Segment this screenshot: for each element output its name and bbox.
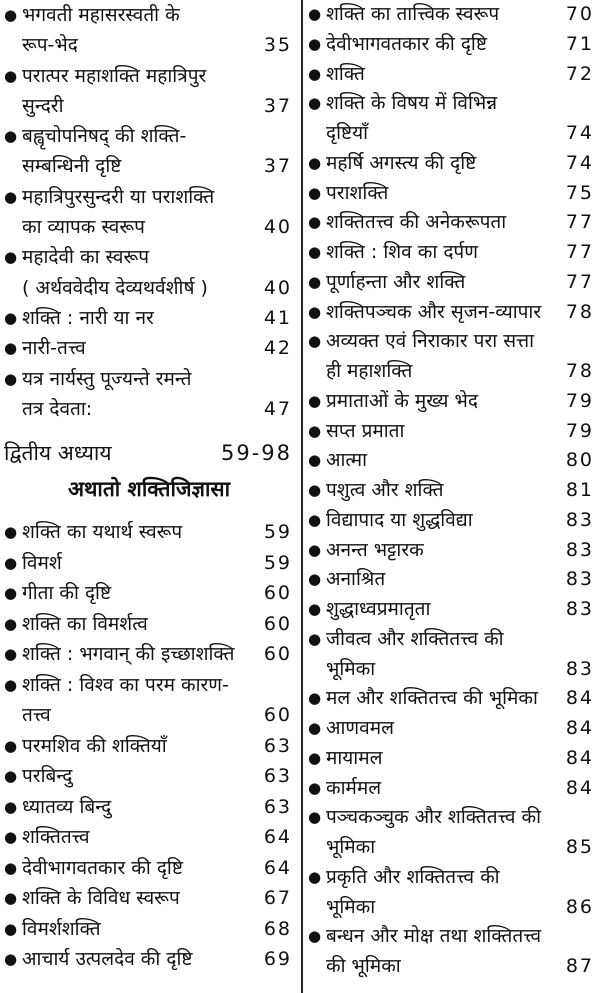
- toc-page-number: 78: [565, 300, 594, 323]
- bullet-icon: ●: [308, 570, 322, 589]
- toc-entry-line: [304, 357, 600, 387]
- chapter-title: द्वितीय अध्याय: [4, 441, 112, 466]
- bullet-icon: ●: [308, 689, 322, 708]
- toc-entry-line: [304, 595, 600, 625]
- bullet-icon: ●: [4, 553, 18, 572]
- toc-entry-line: [0, 182, 298, 212]
- toc-entry-title: ध्यातव्य बिन्दु: [22, 795, 112, 818]
- toc-entry-title: नारी-तत्त्व: [22, 337, 86, 360]
- bullet-icon: ●: [308, 94, 322, 113]
- toc-entry: [304, 268, 600, 298]
- toc-entry: [304, 565, 600, 595]
- toc-entry-title: विमर्श: [22, 551, 62, 574]
- toc-entry-line: [304, 268, 600, 298]
- toc-entry: [304, 298, 600, 328]
- bullet-icon: ●: [4, 308, 18, 327]
- toc-page-number: 83: [565, 508, 594, 531]
- toc-page-number: 70: [565, 3, 594, 25]
- toc-page-number: 87: [565, 955, 594, 977]
- toc-entry: [0, 182, 298, 243]
- bullet-icon: ●: [4, 369, 18, 388]
- bullet-icon: ●: [4, 6, 18, 24]
- toc-entry-line: [0, 61, 298, 91]
- toc-entry: [304, 625, 600, 685]
- toc-entry-line: [304, 179, 600, 209]
- toc-entry-title: शक्ति के विविध स्वरूप: [22, 887, 180, 910]
- toc-entry-line: [304, 298, 600, 328]
- toc-entry: [304, 774, 600, 804]
- toc-entry-line: [304, 714, 600, 744]
- bullet-icon: ●: [4, 828, 18, 847]
- toc-entry: [304, 387, 600, 417]
- toc-entry-line: [304, 506, 600, 536]
- toc-entry-title: पशुत्व और शक्ति: [326, 479, 444, 501]
- toc-entry: [0, 517, 298, 548]
- column-divider: [301, 0, 303, 993]
- toc-entry-line: [304, 536, 600, 566]
- toc-entry-line: [0, 121, 298, 151]
- toc-page-number: 59: [263, 521, 292, 544]
- toc-entry: [304, 417, 600, 447]
- toc-entry-title: बन्धन और मोक्ष तथा शक्तितत्त्व: [326, 925, 542, 948]
- toc-page-number: 40: [263, 276, 292, 299]
- toc-entry: [304, 60, 600, 90]
- toc-entry-title: दृष्टियाँ: [326, 122, 369, 144]
- toc-entry: [304, 714, 600, 744]
- toc-page-number: 83: [565, 657, 594, 680]
- bullet-icon: ●: [308, 719, 322, 737]
- toc-entry-title: महर्षि अगस्त्य की दृष्टि: [326, 151, 477, 174]
- right-column: [304, 0, 600, 982]
- toc-page-number: 74: [565, 122, 594, 144]
- bullet-icon: ●: [308, 748, 322, 767]
- toc-page-number: 37: [263, 94, 292, 117]
- toc-page-number: 84: [565, 746, 594, 769]
- bullet-icon: ●: [4, 614, 18, 633]
- toc-entry-line: [0, 333, 298, 363]
- toc-entry-title: शक्ति : शिव का दर्पण: [326, 241, 478, 263]
- toc-entry-title: तत्त्व: [22, 704, 51, 727]
- toc-entry-line: [304, 803, 600, 833]
- toc-entry-title: कार्ममल: [326, 776, 382, 799]
- bullet-icon: ●: [308, 243, 322, 261]
- bullet-icon: ●: [4, 66, 18, 85]
- toc-entry: [304, 89, 600, 149]
- toc-entry-title: विमर्शशक्ति: [22, 917, 101, 940]
- toc-entry-line: [304, 684, 600, 714]
- bullet-icon: ●: [308, 302, 322, 321]
- bullet-icon: ●: [4, 858, 18, 877]
- bullet-icon: ●: [308, 64, 322, 83]
- toc-page-number: 79: [565, 389, 594, 412]
- bullet-icon: ●: [308, 629, 322, 648]
- toc-entry-title: आचार्य उत्पलदेव की दृष्टि: [22, 948, 193, 971]
- toc-entry: [304, 536, 600, 566]
- toc-entry: [304, 208, 600, 238]
- toc-entry-line: [0, 761, 298, 792]
- toc-entry: [0, 639, 298, 670]
- toc-entry-title: पूर्णाहन्ता और शक्ति: [326, 270, 466, 293]
- toc-page-number: 83: [565, 568, 594, 591]
- toc-entry: [304, 327, 600, 387]
- toc-entry: [304, 744, 600, 774]
- chapter-subtitle: अथातो शक्तिजिज्ञासा: [67, 477, 231, 502]
- bullet-icon: ●: [308, 5, 322, 23]
- toc-entry-title: शुद्धाध्वप्रमातृता: [326, 598, 431, 620]
- left-column: [0, 0, 298, 975]
- bullet-icon: ●: [308, 927, 322, 946]
- toc-entry-line: [304, 893, 600, 923]
- bullet-icon: ●: [4, 736, 18, 755]
- toc-entry-line: [0, 639, 298, 670]
- toc-entry-line: [304, 476, 600, 506]
- toc-entry: [0, 883, 298, 914]
- toc-entry: [0, 578, 298, 609]
- toc-page-number: 67: [263, 887, 292, 910]
- toc-entry: [304, 803, 600, 863]
- toc-entry-title: शक्तिपञ्चक और सृजन-व्यापार: [326, 300, 542, 323]
- toc-entry-title: भूमिका: [326, 895, 376, 918]
- toc-entry-title: शक्ति के विषय में विभिन्न: [326, 92, 498, 115]
- toc-entry-title: मल और शक्तितत्त्व की भूमिका: [326, 687, 538, 710]
- toc-entry-title: शक्ति का यथार्थ स्वरूप: [22, 521, 183, 544]
- toc-entry-line: [0, 670, 298, 701]
- toc-list-first-chapter-end: [0, 0, 298, 424]
- toc-entry-line: [0, 609, 298, 640]
- toc-page-number: 68: [263, 917, 292, 940]
- toc-page-number: 35: [263, 34, 292, 57]
- toc-entry-line: [0, 792, 298, 823]
- toc-entry-title: शक्ति: [326, 62, 365, 85]
- bullet-icon: ●: [308, 391, 322, 410]
- toc-entry-title: शक्तितत्त्व की अनेकरूपता: [326, 211, 507, 234]
- toc-entry: [0, 548, 298, 579]
- toc-entry: [0, 121, 298, 182]
- toc-page-number: 75: [565, 181, 594, 204]
- toc-page-number: 42: [263, 337, 292, 360]
- toc-entry: [304, 179, 600, 209]
- toc-page-number: 81: [565, 479, 594, 501]
- bullet-icon: ●: [308, 540, 322, 559]
- toc-page-number: 47: [263, 397, 292, 420]
- chapter-page-range: 59-98: [220, 441, 292, 466]
- toc-page-number: 85: [565, 836, 594, 858]
- toc-entry: [0, 853, 298, 884]
- toc-entry: [0, 792, 298, 823]
- toc-entry-title: देवीभागवतकार की दृष्टि: [22, 856, 183, 879]
- bullet-icon: ●: [308, 332, 322, 351]
- toc-page-number: 63: [263, 765, 292, 788]
- toc-entry-title: तत्र देवता:: [22, 397, 93, 420]
- toc-entry-title: शक्तितत्त्व: [22, 826, 90, 849]
- toc-entry-line: [304, 952, 600, 982]
- toc-entry-line: [304, 60, 600, 90]
- toc-entry-title: रूप-भेद: [22, 34, 78, 57]
- toc-entry-title: भगवती महासरस्वती के: [22, 4, 180, 26]
- bullet-icon: ●: [308, 867, 322, 886]
- toc-entry-line: [304, 327, 600, 357]
- toc-entry-line: [0, 212, 298, 242]
- toc-entry-line: [304, 30, 600, 60]
- toc-entry-line: [304, 744, 600, 774]
- toc-entry-line: [0, 883, 298, 914]
- bullet-icon: ●: [308, 600, 322, 618]
- toc-page-number: 37: [263, 155, 292, 178]
- toc-entry-title: प्रकृति और शक्तितत्त्व की: [326, 865, 500, 888]
- toc-entry-line: [304, 238, 600, 268]
- toc-entry-title: आणवमल: [326, 717, 394, 739]
- bullet-icon: ●: [4, 889, 18, 908]
- toc-entry: [0, 944, 298, 975]
- toc-entry: [0, 761, 298, 792]
- toc-page-number: 80: [565, 449, 594, 472]
- bullet-icon: ●: [4, 767, 18, 786]
- toc-entry-line: [0, 273, 298, 303]
- toc-entry-title: परात्पर महाशक्ति महात्रिपुर: [22, 64, 207, 87]
- toc-entry-line: [304, 417, 600, 447]
- toc-entry-line: [0, 91, 298, 121]
- toc-entry-line: [304, 625, 600, 655]
- bullet-icon: ●: [4, 523, 18, 542]
- bullet-icon: ●: [308, 272, 322, 291]
- bullet-icon: ●: [4, 797, 18, 816]
- bullet-icon: ●: [308, 481, 322, 499]
- bullet-icon: ●: [4, 950, 18, 969]
- toc-page-number: 77: [565, 241, 594, 263]
- toc-entry-line: [0, 731, 298, 762]
- toc-entry-title: शक्ति का विमर्शत्व: [22, 612, 148, 635]
- toc-entry-line: [304, 833, 600, 863]
- toc-page-number: 86: [565, 895, 594, 918]
- toc-entry-line: [0, 0, 298, 30]
- toc-page-number: 69: [263, 948, 292, 971]
- bullet-icon: ●: [308, 451, 322, 470]
- bullet-icon: ●: [4, 919, 18, 938]
- toc-entry-title: पञ्चकञ्चुक और शक्तितत्त्व की: [326, 806, 542, 829]
- toc-entry: [304, 506, 600, 536]
- toc-entry-title: विद्यापाद या शुद्धविद्या: [326, 508, 473, 531]
- toc-entry-title: परबिन्दु: [22, 765, 73, 788]
- toc-page-number: 59: [263, 551, 292, 574]
- toc-entry-line: [304, 149, 600, 179]
- toc-page-number: 60: [263, 643, 292, 666]
- toc-entry: [0, 333, 298, 363]
- bullet-icon: ●: [4, 584, 18, 603]
- bullet-icon: ●: [308, 183, 322, 202]
- toc-page-number: 41: [263, 306, 292, 329]
- toc-entry: [304, 238, 600, 268]
- toc-page-number: 77: [565, 270, 594, 293]
- toc-entry-title: आत्मा: [326, 449, 368, 472]
- toc-entry-line: [304, 446, 600, 476]
- chapter-heading: [0, 436, 298, 470]
- toc-entry-line: [0, 853, 298, 884]
- toc-entry-line: [0, 578, 298, 609]
- toc-entry-title: यत्र नार्यस्तु पूज्यन्ते रमन्ते: [22, 367, 192, 390]
- toc-entry: [304, 0, 600, 30]
- bullet-icon: ●: [4, 187, 18, 206]
- toc-page-number: 83: [565, 598, 594, 620]
- toc-entry-line: [304, 565, 600, 595]
- toc-entry: [304, 684, 600, 714]
- toc-entry-title: शक्ति : भगवान् की इच्छाशक्ति: [22, 643, 235, 666]
- toc-entry-line: [304, 387, 600, 417]
- toc-entry-title: सुन्दरी: [22, 94, 64, 117]
- toc-entry: [304, 922, 600, 982]
- toc-entry-title: भूमिका: [326, 836, 376, 858]
- toc-entry-line: [0, 364, 298, 394]
- toc-entry-line: [304, 863, 600, 893]
- bullet-icon: ●: [4, 645, 18, 664]
- toc-page-number: 40: [263, 216, 292, 239]
- toc-entry-title: पराशक्ति: [326, 181, 389, 204]
- toc-entry: [304, 476, 600, 506]
- toc-page-number: 60: [263, 612, 292, 635]
- toc-entry-line: [304, 119, 600, 149]
- toc-entry-line: [304, 208, 600, 238]
- toc-entry-line: [0, 517, 298, 548]
- toc-page-number: 63: [263, 795, 292, 818]
- toc-entry-title: भूमिका: [326, 657, 376, 680]
- toc-entry-line: [0, 394, 298, 424]
- toc-entry: [0, 670, 298, 731]
- toc-entry-title: सम्बन्धिनी दृष्टि: [22, 155, 122, 178]
- toc-entry: [0, 364, 298, 425]
- bullet-icon: ●: [308, 778, 322, 797]
- toc-entry-title: अव्यक्त एवं निराकार परा सत्ता: [326, 330, 535, 353]
- toc-entry: [304, 149, 600, 179]
- toc-page-number: 72: [565, 62, 594, 85]
- toc-entry: [0, 61, 298, 122]
- toc-page-number: 83: [565, 538, 594, 561]
- toc-page-number: 60: [263, 704, 292, 727]
- bullet-icon: ●: [308, 34, 322, 53]
- toc-entry: [0, 914, 298, 945]
- toc-entry-line: [0, 303, 298, 333]
- toc-entry-title: की भूमिका: [326, 955, 401, 977]
- toc-entry-title: अनन्त भट्टारक: [326, 538, 424, 561]
- bullet-icon: ●: [308, 421, 322, 440]
- toc-entry-line: [0, 242, 298, 272]
- toc-page-number: 79: [565, 419, 594, 442]
- toc-entry-title: मायामल: [326, 746, 383, 769]
- toc-list-second-chapter: [0, 517, 298, 975]
- toc-entry-title: देवीभागवतकार की दृष्टि: [326, 32, 487, 55]
- toc-entry-title: शक्ति : नारी या नर: [22, 306, 154, 329]
- toc-page-number: 60: [263, 582, 292, 605]
- toc-entry-line: [304, 922, 600, 952]
- bullet-icon: ●: [4, 339, 18, 358]
- toc-entry-title: बह्वृचोपनिषद् की शक्ति-: [22, 125, 187, 148]
- toc-entry: [0, 303, 298, 333]
- toc-entry-title: सप्त प्रमाता: [326, 419, 405, 442]
- toc-page-number: 71: [565, 32, 594, 55]
- bullet-icon: ●: [308, 153, 322, 172]
- toc-entry-line: [0, 30, 298, 60]
- toc-entry: [0, 242, 298, 303]
- toc-entry-line: [0, 822, 298, 853]
- toc-page-number: 84: [565, 717, 594, 739]
- toc-entry-title: ही महाशक्ति: [326, 360, 413, 382]
- toc-entry-line: [0, 944, 298, 975]
- toc-entry-line: [304, 655, 600, 685]
- toc-entry: [304, 595, 600, 625]
- toc-entry-title: प्रमाताओं के मुख्य भेद: [326, 389, 478, 412]
- toc-entry-title: महात्रिपुरसुन्दरी या पराशक्ति: [22, 185, 215, 208]
- bullet-icon: ●: [4, 248, 18, 267]
- bullet-icon: ●: [4, 127, 18, 146]
- toc-entry-line: [0, 151, 298, 181]
- toc-entry: [0, 0, 298, 61]
- toc-entry-title: का व्यापक स्वरूप: [22, 216, 145, 239]
- toc-page-number: 64: [263, 826, 292, 849]
- toc-page-number: 78: [565, 360, 594, 382]
- toc-page-number: 64: [263, 856, 292, 879]
- toc-entry-title: जीवत्व और शक्तितत्त्व की: [326, 627, 504, 650]
- toc-entry-line: [304, 0, 600, 30]
- toc-entry-title: परमशिव की शक्तियाँ: [22, 734, 167, 757]
- toc-page-number: 84: [565, 776, 594, 799]
- toc-page-number: 74: [565, 151, 594, 174]
- toc-entry-line: [304, 774, 600, 804]
- bullet-icon: ●: [308, 510, 322, 529]
- toc-entry-title: शक्ति : विश्व का परम कारण-: [22, 673, 229, 696]
- toc-page-number: 84: [565, 687, 594, 710]
- toc-entry-title: गीता की दृष्टि: [22, 582, 112, 605]
- toc-entry-line: [0, 548, 298, 579]
- toc-entry: [304, 446, 600, 476]
- bullet-icon: ●: [4, 675, 18, 694]
- toc-entry-title: शक्ति का तात्त्विक स्वरूप: [326, 3, 500, 25]
- toc-entry-line: [0, 914, 298, 945]
- toc-entry: [304, 30, 600, 60]
- toc-entry: [0, 609, 298, 640]
- bullet-icon: ●: [308, 213, 322, 232]
- bullet-icon: ●: [308, 808, 322, 827]
- toc-entry-line: [0, 700, 298, 731]
- toc-page-number: 77: [565, 211, 594, 234]
- toc-entry: [304, 863, 600, 923]
- toc-page-number: 63: [263, 734, 292, 757]
- toc-entry-line: [304, 89, 600, 119]
- toc-entry: [0, 731, 298, 762]
- toc-entry-title: ( अर्थववेदीय देव्यथर्वशीर्ष ): [22, 276, 208, 299]
- toc-entry-title: महादेवी का स्वरूप: [22, 246, 150, 269]
- toc-entry-title: अनाश्रित: [326, 568, 386, 591]
- toc-entry: [0, 822, 298, 853]
